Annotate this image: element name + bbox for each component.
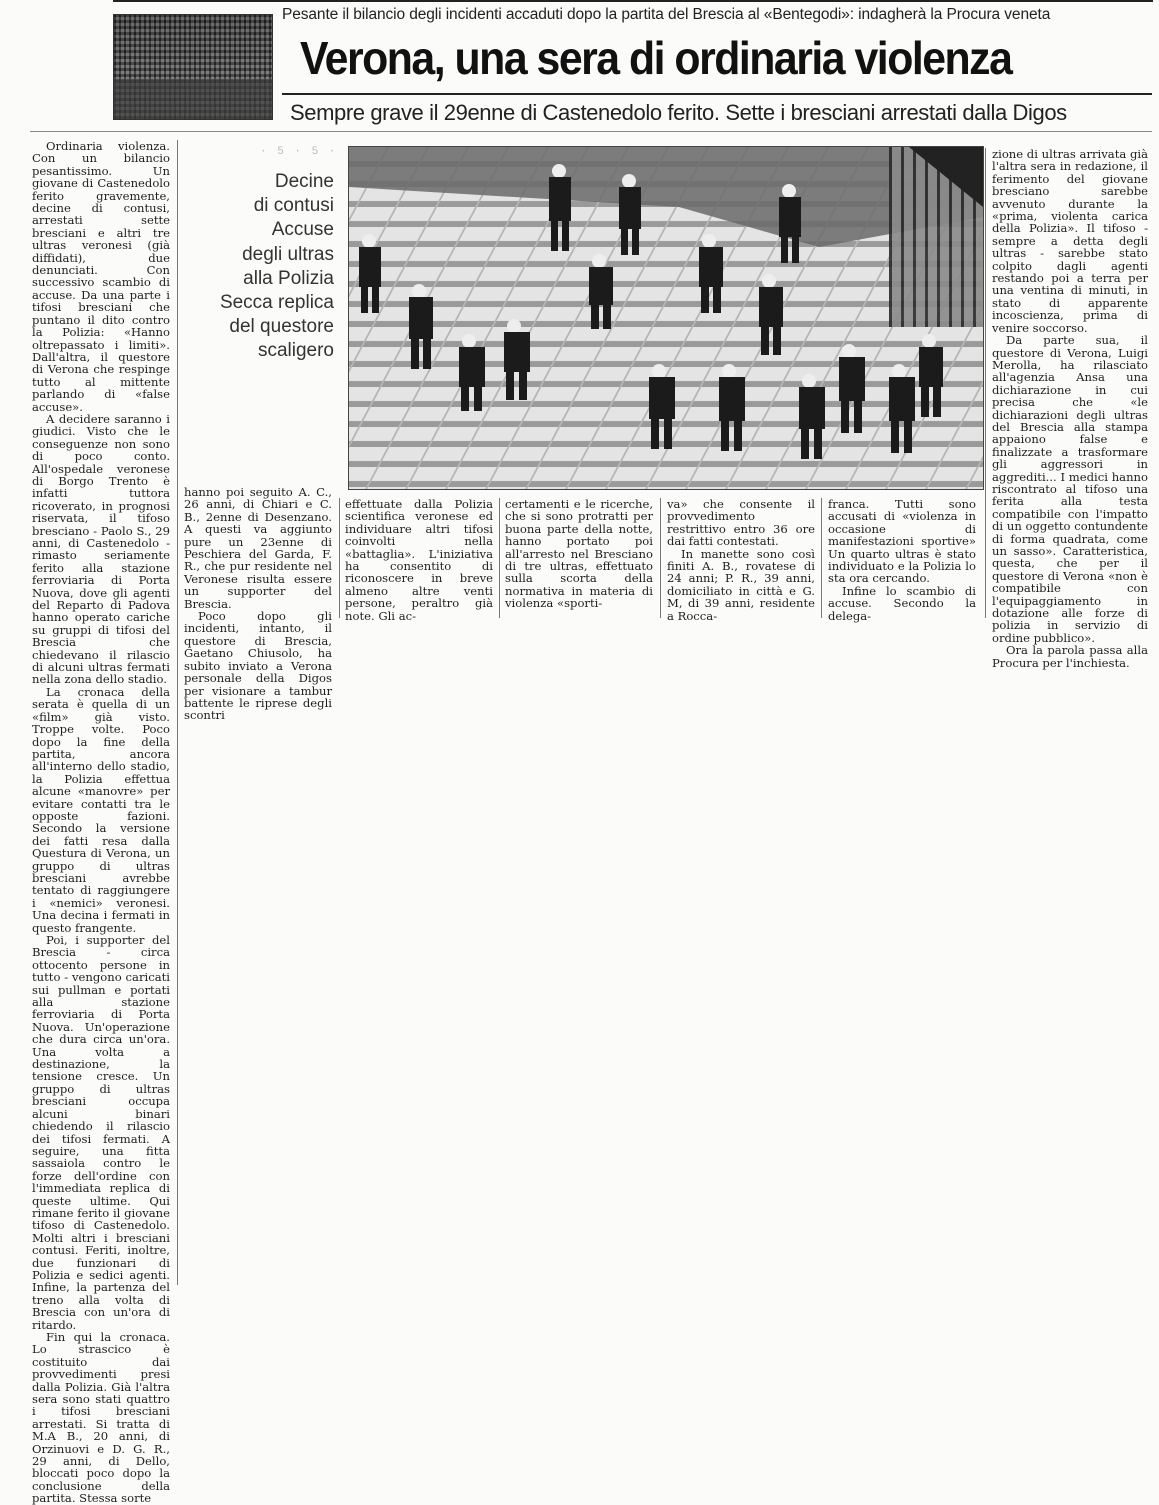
pull-quote-line: del questore bbox=[229, 316, 334, 338]
paragraph: A decidere saranno i giudici. Visto che le conseguenze non sono di poco conto. All'ospedale veronese di Borgo Trento è infatti tuttora ricoverato, in prognosi riservata, il tifoso bresciano - Paolo S., 29 anni, di Castenedolo - rimasto seriamente ferito alla stazione ferroviaria di Porta Nuova, dove gli agenti del Reparto di Padova hanno operato cariche su gruppi di tifosi del Brescia che chiedevano il rilascio di alcuni ultras fermati nella zona dello stadio. bbox=[32, 411, 170, 687]
pull-quote-line: alla Polizia bbox=[243, 267, 334, 289]
column-rule bbox=[339, 498, 340, 618]
paragraph: Da parte sua, il questore di Verona, Luigi Merolla, ha rilasciato all'agenzia Ansa una dichiarazione in cui precisa che «le dichiarazioni degli ultras del Brescia alla stampa appaiono false e finalizzate a trasformare gli aggressori in aggrediti... I medici hanno riscontrato al tifoso una ferita alla testa compatibile con l'impatto di un oggetto contundente di forma quadrata, come un sasso». Caratteristica, questa, che per il questore di Verona «non è compatibile con l'equipaggiamento in dotazione alle forze di polizia in servizio di ordine pubblico». bbox=[992, 333, 1148, 645]
pull-quote-line: Secca replica bbox=[219, 292, 334, 314]
paragraph: Poi, i supporter del Brescia - circa ottocento persone in tutto - vengono caricati sui pullman e portati alla stazione ferroviaria di Porta Nuova. Un'operazione che dura circa un'ora. Una volta a destinazione, la tensione cresce. Un gruppo di ultras bresciani occupa alcuni binari chiedendo il rilascio dei tifosi fermati. A seguire, una fitta sassaiola contro le forze dell'ordine con l'immediata replica di queste ultime. Qui rimane ferito il giovane tifoso di Castenedolo. Molti altri i bresciani contusi. Feriti, inoltre, due funzionari di Polizia e sedici agenti. Infine, la partenza del treno alla volta di Brescia con un'ora di ritardo. bbox=[32, 933, 170, 1332]
article-column-6 bbox=[828, 498, 976, 622]
pull-quote-line: di contusi bbox=[253, 195, 334, 217]
paragraph: va» che consente il provvedimento restrittivo entro 36 ore dai fatti contestati. bbox=[667, 497, 815, 549]
paragraph: zione di ultras arrivata già l'altra sera in redazione, il ferimento del giovane bresciano sarebbe avvenuto durante la «prima, violenta carica della Polizia». Il tifoso - sempre a detta degli ultras - sarebbe stato colpito dagli agenti restando poi a terra per una ventina di minuti, in stato di apparente incoscienza, prima di venire soccorso. bbox=[992, 147, 1149, 335]
article-headline: Verona, una sera di ordinaria violenza bbox=[300, 32, 1012, 84]
stadium-clash-photo bbox=[349, 147, 983, 489]
article-column-5 bbox=[667, 498, 815, 622]
news-photo bbox=[348, 146, 984, 490]
pull-quote-line: degli ultras bbox=[242, 243, 334, 265]
paragraph: Ora la parola passa alla Procura per l'inchiesta. bbox=[992, 643, 1148, 670]
pull-quote-line: Decine bbox=[274, 171, 334, 192]
column-rule bbox=[821, 498, 822, 618]
column-rule bbox=[660, 498, 661, 618]
paragraph: effettuate dalla Polizia scientifica veronese ed individuare altri tifosi coinvolti nella «battaglia». L'iniziativa ha consentito di riconoscere in breve almeno altre venti persone, peraltro già note. Gli ac- bbox=[345, 497, 493, 623]
article-column-3 bbox=[345, 498, 493, 622]
column-rule bbox=[985, 148, 986, 618]
paragraph: In manette sono così finiti A. B., rovatese di 24 anni; P. R., 39 anni, domiciliato in città e G. M, di 39 anni, residente a Rocca- bbox=[667, 546, 815, 623]
paragraph: Ordinaria violenza. Con un bilancio pesantissimo. Un giovane di Castenedolo ferito gravemente, decine di contusi, arrestati sette bresciani e altri tre ultras veronesi (già diffidati), due denunciati. Con successivo scambio di accuse. Da una parte i tifosi bresciani che puntano il dito contro la Polizia: «Hanno oltrepassato i limiti». Dall'altra, il questore di Verona che respinge tutto al mittente parlando di «false accuse». bbox=[32, 139, 170, 414]
paragraph: La cronaca della serata è quella di un «film» già visto. Troppe volte. Poco dopo la fine della partita, ancora all'interno dello stadio, la Polizia effettua alcune «manovre» per evitare contatti tra le opposte fazioni. Secondo la versione dei fatti resa dalla Questura di Verona, un gruppo di ultras bresciani avrebbe tentato di raggiungere i «nemici» veronesi. Una decina i fermati in questo frangente. bbox=[32, 684, 170, 935]
paragraph: certamenti e le ricerche, che si sono protratti per buona parte della notte, hanno portato poi all'arresto nel Bresciano di tre ultras, effettuato sulla scorta della normativa in materia di violenza «sporti- bbox=[505, 497, 653, 611]
paragraph: hanno poi seguito A. C., 26 anni, di Chiari e C. B., 2enne di Desenzano. A questi va aggiunto pure un 23enne di Peschiera del Garda, F. R., che pur residente nel Veronese risulta essere un supporter del Brescia. bbox=[184, 485, 332, 611]
paragraph: Fin qui la cronaca. Lo strascico è costituito dai provvedimenti presi dalla Polizia. Già l'altra sera sono stati quattro i tifosi bresciani arrestati. Si tratta di M.A B., 20 anni, di Orzinuovi e D. G. R., 29 anni, di Dello, bloccati poco dopo la conclusione della partita. Stessa sorte bbox=[32, 1330, 170, 1505]
article-subheadline: Sempre grave il 29enne di Castenedolo ferito. Sette i bresciani arrestati dalla Digos bbox=[290, 100, 1067, 125]
subheadline-rule bbox=[30, 131, 1152, 132]
paragraph: Infine lo scambio di accuse. Secondo la delega- bbox=[828, 583, 976, 623]
article-column-2 bbox=[184, 486, 332, 722]
pull-quote bbox=[196, 170, 334, 364]
faded-stamp: · 5 · 5 · bbox=[260, 146, 338, 158]
article-column-7 bbox=[992, 148, 1148, 669]
top-rule bbox=[113, 0, 1153, 2]
paragraph: franca. Tutti sono accusati di «violenza in occasione di manifestazioni sportive» Un quarto ultras è stato individuato e la Polizia lo sta ora cercando. bbox=[828, 497, 976, 586]
column-rule bbox=[499, 498, 500, 618]
pull-quote-line: scaligero bbox=[257, 340, 334, 362]
article-column-4 bbox=[505, 498, 653, 610]
paragraph: Poco dopo gli incidenti, intanto, il questore di Brescia, Gaetano Chiusolo, ha subito inviato a Verona personale della Digos per visionare a tambur battente le riprese degli scontri bbox=[184, 609, 332, 723]
article-kicker: Pesante il bilancio degli incidenti accaduti dopo la partita del Brescia al «Bentegodi»: indagherà la Procura veneta bbox=[282, 6, 1051, 23]
headline-rule bbox=[282, 93, 1152, 95]
pull-quote-line: Accuse bbox=[271, 219, 334, 241]
article-column-1 bbox=[32, 140, 170, 1505]
stadium-thumbnail bbox=[113, 14, 273, 120]
column-rule bbox=[177, 140, 178, 1285]
